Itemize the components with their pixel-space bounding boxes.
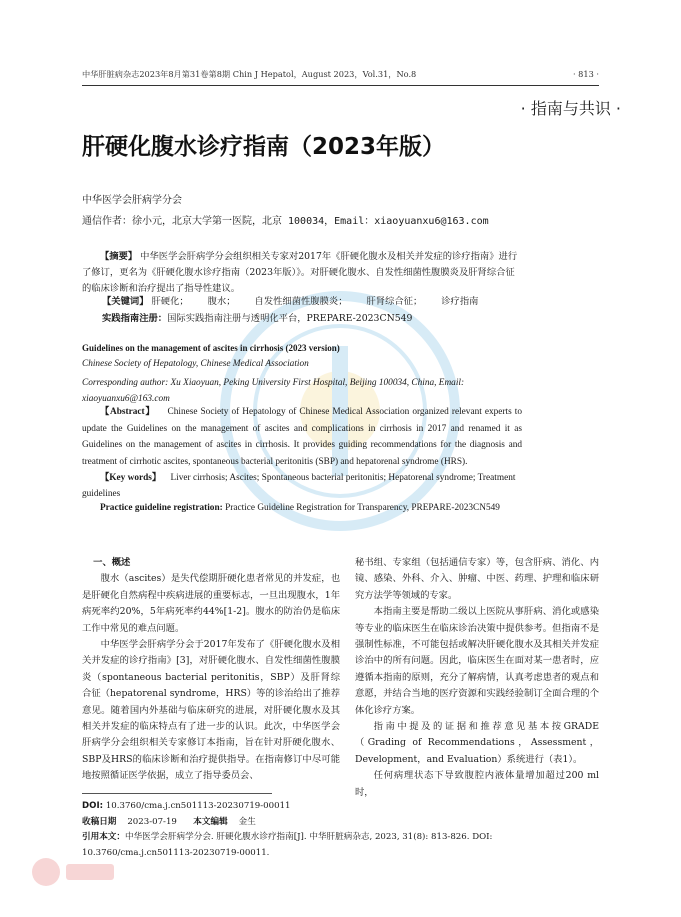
keyword: 腹水；	[207, 296, 236, 307]
doi-value: 10.3760/cma.j.cn501113-20230719-00011	[105, 801, 291, 811]
keywords-label: 【关键词】	[102, 296, 149, 307]
english-corresponding-author: Corresponding author: Xu Xiaoyuan, Peking University First Hospital, Beijing 100034, China, Email: xiaoyuanxu6@163.com	[82, 378, 465, 404]
english-keywords	[82, 470, 522, 502]
abstract-label: 【摘要】	[100, 251, 138, 262]
citation-label: 引用本文：	[82, 832, 125, 842]
section-heading: 一、概述	[93, 557, 131, 568]
english-keywords-text: Liver cirrhosis; Ascites; Spontaneous bacterial peritonitis; Hepatorenal syndrome; Treatment guidelines	[82, 473, 516, 499]
article-title: 肝硬化腹水诊疗指南（2023年版）	[82, 134, 446, 160]
section-label: · 指南与共识 ·	[520, 99, 621, 118]
english-abstract-text: Chinese Society of Hepatology of Chinese Medical Association organized relevant experts to update the Guidelines on the management of ascites and complications in cirrhosis in 2017 and renamed it as Guidelines on the management of ascites in cirrhosis. It provides guiding recommendations for the diagnosis and treatment of cirrhotic ascites, spontaneous bacterial peritonitis (SBP) and hepatorenal syndrome (HRS).	[82, 407, 522, 467]
journal-citation-line: 中华肝脏病杂志2023年8月第31卷第8期 Chin J Hepatol，August 2023，Vol.31，No.8	[82, 69, 417, 79]
english-registration	[82, 500, 522, 516]
doi-line	[82, 799, 599, 815]
chinese-keywords	[102, 293, 494, 307]
editor-label: 本文编辑	[193, 816, 228, 827]
body-paragraph: 指南中提及的证据和推荐意见基本按GRADE（Grading of Recommendations，Assessment，Development，and Evaluation）系统进行（表1）。	[355, 721, 599, 765]
publisher-stamp	[28, 852, 118, 892]
english-society: Chinese Society of Hepatology, Chinese Medical Association	[82, 359, 309, 369]
citation-text: 中华医学会肝病学分会. 肝硬化腹水诊疗指南[J]. 中华肝脏病杂志, 2023, 31(8): 813-826. DOI: 10.3760/cma.j.cn501113-20230719-00011.	[82, 832, 493, 858]
english-keywords-label: 【Key words】	[100, 473, 162, 483]
editor-name: 金生	[238, 816, 256, 827]
body-column-left	[82, 555, 340, 785]
received-line	[82, 815, 599, 831]
body-paragraph: 腹水（ascites）是失代偿期肝硬化患者常见的并发症，也是肝硬化自然病程中疾病进展的重要标志，一旦出现腹水，1年病死率约20%，5年病死率约44%[1-2]。腹水的防治仍是临床工作中常见的难点问题。	[82, 573, 340, 634]
body-paragraph: 中华医学会肝病学分会于2017年发布了《肝硬化腹水及相关并发症的诊疗指南》[3]，对肝硬化腹水、自发性细菌性腹膜炎（spontaneous bacterial peritonitis，SBP）及肝肾综合征（hepatorenal syndrome，HRS）等的诊治给出了推荐意见。随着国内外基础与临床研究的进展，对肝硬化腹水及其相关并发症的临床特点有了进一步的认识。此次，中华医学会肝病学分会组织相关专家修订本指南，旨在针对肝硬化腹水、SBP及HRS的临床诊断和治疗提供指导。在指南修订中尽可能地按照循证医学依据，成立了指导委员会、	[82, 639, 340, 782]
corresponding-author: 通信作者：徐小元，北京大学第一医院，北京 100034，Email：xiaoyuanxu6@163.com	[82, 216, 489, 227]
registration-text: 国际实践指南注册与透明化平台，PREPARE-2023CN549	[167, 313, 413, 324]
article-footnote	[82, 799, 599, 861]
received-date: 2023-07-19	[127, 816, 177, 827]
keyword: 肝硬化；	[151, 296, 189, 307]
received-label: 收稿日期	[82, 816, 117, 827]
citation-line	[82, 830, 599, 861]
chinese-abstract	[82, 249, 522, 298]
author-organization: 中华医学会肝病学分会	[82, 195, 182, 206]
abstract-text: 中华医学会肝病学分会组织相关专家对2017年《肝硬化腹水及相关并发症的诊疗指南》进行了修订，更名为《肝硬化腹水诊疗指南（2023年版）》。对肝硬化腹水、自发性细菌性腹膜炎及肝肾综合征的临床诊断和治疗提出了指导性建议。	[82, 251, 518, 295]
running-header	[82, 69, 599, 80]
registration-label: 实践指南注册：	[102, 313, 168, 324]
body-paragraph: 任何病理状态下导致腹腔内液体量增加超过200 ml时，	[355, 770, 599, 798]
keyword: 自发性细菌性腹膜炎；	[254, 296, 348, 307]
english-abstract	[82, 404, 522, 470]
keyword: 诊疗指南	[441, 296, 479, 307]
english-registration-label: Practice guideline registration:	[100, 503, 223, 513]
keyword: 肝肾综合征；	[366, 296, 423, 307]
body-paragraph: 本指南主要是帮助二级以上医院从事肝病、消化或感染等专业的临床医生在临床诊治决策中提供参考。但指南不是强制性标准，不可能包括或解决肝硬化腹水及其相关并发症诊治中的所有问题。因此，临床医生在面对某一患者时，应遵循本指南的原则，充分了解病情，认真考虑患者的观点和意愿，并结合当地的医疗资源和实践经验制订全面合理的个体化诊疗方案。	[355, 606, 599, 716]
footnote-rule	[82, 793, 272, 794]
page-number: · 813 ·	[572, 69, 599, 79]
english-registration-text: Practice Guideline Registration for Transparency, PREPARE-2023CN549	[225, 503, 500, 513]
body-paragraph: 秘书组、专家组（包括通信专家）等，包含肝病、消化、内镜、感染、外科、介入、肿瘤、中医、药理、护理和临床研究方法学等领域的专家。	[355, 557, 599, 601]
doi-label: DOI:	[82, 801, 104, 811]
header-rule	[82, 85, 599, 86]
english-title: Guidelines on the management of ascites in cirrhosis (2023 version)	[82, 343, 340, 353]
chinese-registration	[102, 310, 412, 324]
english-abstract-label: 【Abstract】	[100, 407, 156, 417]
body-column-right	[355, 555, 599, 801]
